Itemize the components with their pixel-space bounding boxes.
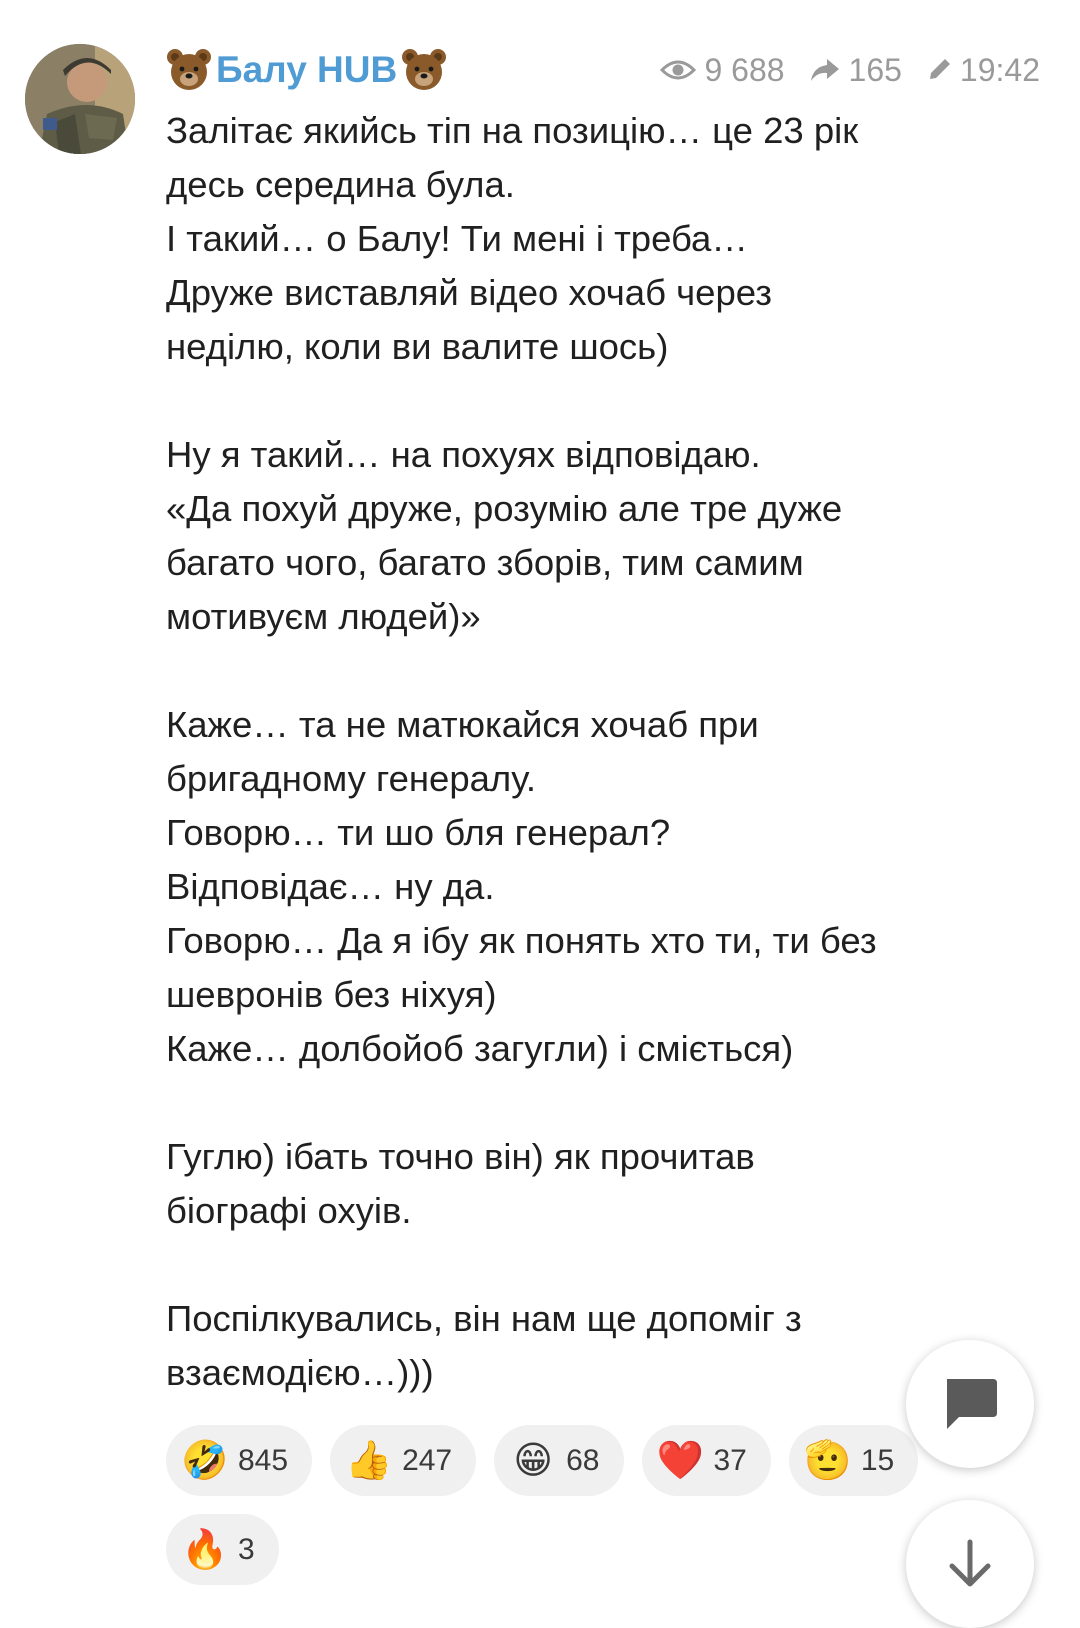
message-line: Говорю… ти шо бля генерал? bbox=[166, 812, 671, 853]
heart-emoji-icon: ❤️ bbox=[656, 1439, 705, 1482]
reaction-count: 68 bbox=[566, 1443, 600, 1477]
message-line: Друже виставляй відео хочаб через bbox=[166, 272, 772, 313]
bear-face-icon bbox=[166, 47, 212, 93]
views-group bbox=[660, 52, 784, 89]
message-text bbox=[166, 104, 996, 1400]
reactions-bar bbox=[166, 1425, 946, 1585]
reaction-grin[interactable] bbox=[494, 1425, 623, 1496]
time-group bbox=[926, 52, 1040, 89]
reaction-count: 845 bbox=[238, 1443, 289, 1477]
fire-emoji-icon: 🔥 bbox=[181, 1528, 229, 1571]
channel-name-text[interactable]: Балу HUB bbox=[216, 49, 398, 90]
scroll-down-button[interactable] bbox=[906, 1500, 1034, 1628]
share-arrow-icon bbox=[809, 57, 841, 83]
message-line: мотивуєм людей)» bbox=[166, 596, 481, 637]
post-time: 19:42 bbox=[959, 51, 1040, 88]
salute-emoji-icon: 🫡 bbox=[804, 1439, 852, 1482]
message-line: неділю, коли ви валите шось) bbox=[166, 326, 669, 367]
reaction-fire[interactable] bbox=[166, 1514, 279, 1585]
message-line: бригадному генералу. bbox=[166, 758, 536, 799]
paragraph-gap bbox=[166, 1238, 996, 1292]
message-line: І такий… о Балу! Ти мені і треба… bbox=[166, 218, 748, 259]
reaction-count: 3 bbox=[238, 1532, 255, 1566]
views-count: 9 688 bbox=[704, 51, 785, 88]
message-line: багато чого, багато зборів, тим самим bbox=[166, 542, 804, 583]
bear-face-icon bbox=[401, 47, 447, 93]
channel-avatar[interactable] bbox=[25, 44, 135, 154]
paragraph-gap bbox=[166, 644, 996, 698]
eye-icon bbox=[660, 58, 696, 82]
reaction-count: 247 bbox=[402, 1443, 453, 1477]
message-line: Залітає якийсь тіп на позицію… це 23 рік bbox=[166, 110, 859, 151]
reaction-salute[interactable] bbox=[789, 1425, 918, 1496]
message-line: біографі охуів. bbox=[166, 1190, 412, 1231]
rofl-emoji-icon: 🤣 bbox=[181, 1439, 229, 1482]
paragraph-gap bbox=[166, 1076, 996, 1130]
reaction-rofl[interactable] bbox=[166, 1425, 312, 1496]
forwards-count: 165 bbox=[848, 51, 902, 88]
forwards-group bbox=[809, 52, 902, 89]
reaction-thumbs-up[interactable] bbox=[330, 1425, 476, 1496]
message-line: Каже… та не матюкайся хочаб при bbox=[166, 704, 759, 745]
arrow-down-icon bbox=[946, 1538, 994, 1590]
message-line: Гуглю) ібать точно він) як прочитав bbox=[166, 1136, 755, 1177]
comments-button[interactable] bbox=[906, 1340, 1034, 1468]
message-line: Ну я такий… на похуях відповідаю. bbox=[166, 434, 761, 475]
message-line: Поспілкувались, він нам ще допоміг з bbox=[166, 1298, 802, 1339]
message-line: десь середина була. bbox=[166, 164, 515, 205]
pencil-icon bbox=[926, 57, 952, 83]
post-meta bbox=[646, 48, 1040, 92]
reaction-count: 15 bbox=[860, 1443, 895, 1477]
message-line: Говорю… Да я ібу як понять хто ти, ти без bbox=[166, 920, 877, 961]
thumbs-up-emoji-icon: 👍 bbox=[345, 1439, 393, 1482]
reaction-heart[interactable] bbox=[642, 1425, 771, 1496]
paragraph-gap bbox=[166, 374, 996, 428]
message-line: «Да похуй друже, розумію але тре дуже bbox=[166, 488, 843, 529]
chat-bubble-icon bbox=[941, 1377, 999, 1431]
grin-emoji-icon: 😁 bbox=[513, 1439, 553, 1482]
message-line: взаємодією…))) bbox=[166, 1352, 434, 1393]
channel-name[interactable] bbox=[166, 42, 447, 98]
message-line: Каже… долбойоб загугли) і сміється) bbox=[166, 1028, 794, 1069]
message-line: шевронів без ніхуя) bbox=[166, 974, 497, 1015]
reaction-count: 37 bbox=[713, 1443, 747, 1477]
message-line: Відповідає… ну да. bbox=[166, 866, 495, 907]
